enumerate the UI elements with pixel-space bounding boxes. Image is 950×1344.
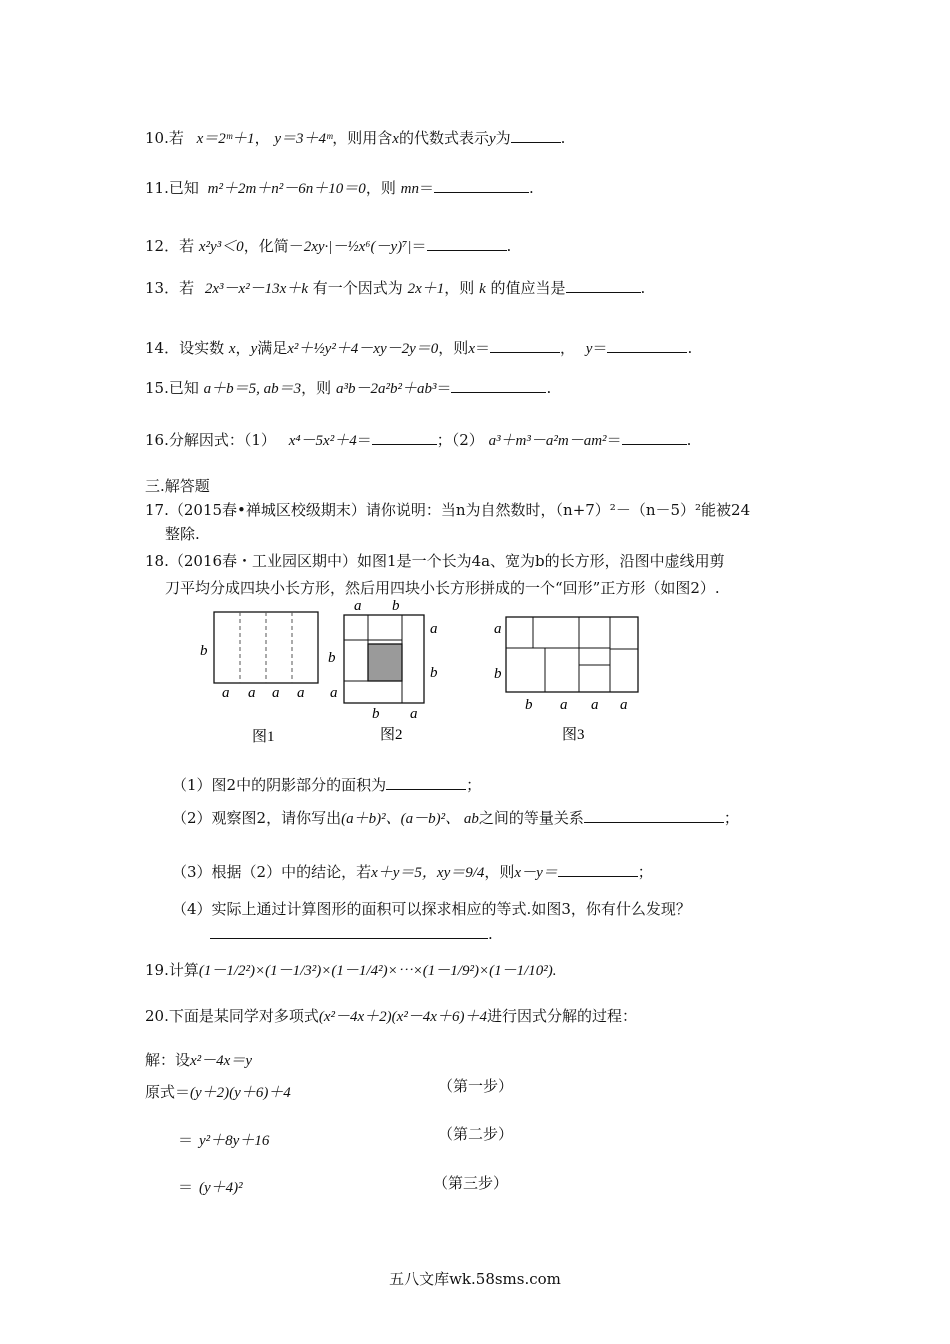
question-14 <box>145 338 692 359</box>
question-17-line1: 17.（2015春•禅城区校级期末）请你说明：当n为自然数时，（n+7）²－（n－5）²能被24 <box>145 501 751 519</box>
fig2-top-label: a <box>354 598 362 614</box>
q14-math-y: y <box>250 341 258 357</box>
q11-end: . <box>528 179 534 197</box>
q10-lead: 10.若 <box>145 129 184 147</box>
q13-text2: ，则 <box>444 279 475 297</box>
q12-lead: 12．若 <box>145 237 195 255</box>
q13-text3: 的值应当是 <box>490 279 566 297</box>
q18-part1-text: （1）图2中的阴影部分的面积为 <box>172 776 387 794</box>
fig2-left-label: a <box>330 685 338 701</box>
figure-1 <box>200 612 318 745</box>
question-18-line2: 刀平均分成四块小长方形，然后用四块小长方形拼成的一个“回形”正方形（如图2）. <box>165 579 720 597</box>
q11-equals: ＝ <box>418 179 434 197</box>
q16-equals1: ＝ <box>356 431 372 449</box>
q16-end: . <box>686 431 692 449</box>
q18-part4: （4）实际上通过计算图形的面积可以探求相应的等式.如图3，你有什么发现？ <box>172 900 691 918</box>
q18-part3-math-target: x－y＝ <box>514 865 558 881</box>
q12-math-condition: x²y³＜0 <box>198 239 244 255</box>
q14-lead: 14．设实数 <box>145 339 225 357</box>
fig3-bottom-label: b <box>525 697 533 713</box>
q13-answer-blank[interactable] <box>566 278 641 293</box>
fig3-bottom-label: a <box>560 697 568 713</box>
q12-text: ，化简－ <box>243 237 304 255</box>
q10-math-x: x＝2ᵐ＋1 <box>196 131 255 147</box>
q14-equals-y: ＝ <box>592 339 608 357</box>
fig2-bottom-label: b <box>372 706 380 722</box>
q16-text2: ；（2） <box>436 431 484 449</box>
question-19 <box>145 960 557 981</box>
q14-math-x-answer: x <box>468 341 475 357</box>
q18-part1-end: ； <box>466 776 482 794</box>
q15-math-expression: a³b－2a²b²＋ab³ <box>335 381 437 397</box>
q14-math-equation: x²＋½y²＋4－xy－2y＝0 <box>287 341 439 357</box>
q10-answer-blank[interactable] <box>511 128 561 143</box>
q14-sep2: ， <box>560 339 576 357</box>
question-16 <box>145 430 691 451</box>
q10-math-y: y＝3＋4ᵐ <box>274 131 333 147</box>
q16-answer-blank-1[interactable] <box>372 430 437 445</box>
q10-sep: ， <box>254 129 270 147</box>
q10-text: ，则用含 <box>332 129 393 147</box>
q10-math-var-x: x <box>392 131 399 147</box>
solution-step-3 <box>178 1177 243 1198</box>
fig1-bottom-label: a <box>248 685 256 701</box>
q15-math-given: a＋b＝5, ab＝3 <box>203 381 302 397</box>
q16-equals2: ＝ <box>606 431 622 449</box>
q10-end: . <box>560 129 566 147</box>
solution-substitution: x²－4x＝y <box>190 1053 252 1069</box>
question-10 <box>145 128 565 149</box>
fig2-caption: 图2 <box>380 727 403 743</box>
solution-step-3-note: （第三步） <box>433 1174 509 1192</box>
solution-step-2-note: （第二步） <box>438 1125 514 1143</box>
q18-part4-answer <box>210 924 493 944</box>
q14-sep: ， <box>235 339 251 357</box>
solution-step-2 <box>178 1130 269 1151</box>
q11-lead: 11.已知 <box>145 179 199 197</box>
q14-equals-x: ＝ <box>474 339 490 357</box>
q10-text3: 为 <box>495 129 511 147</box>
q20-lead: 20.下面是某同学对多项式 <box>145 1007 319 1025</box>
q18-part2 <box>172 808 739 829</box>
q14-text2: ，则 <box>438 339 469 357</box>
q13-math-k: k <box>479 281 486 297</box>
figure-3 <box>494 617 638 743</box>
solution-step-1-note: （第一步） <box>438 1077 514 1095</box>
fig1-bottom-label: a <box>297 685 305 701</box>
fig2-right-label: b <box>430 665 438 681</box>
fig1-bottom-label: a <box>272 685 280 701</box>
q13-lead: 13．若 <box>145 279 195 297</box>
q16-lead: 16.分解因式：（1） <box>145 431 276 449</box>
q18-part1-answer-blank[interactable] <box>386 775 466 790</box>
q18-part3-end: ； <box>637 863 653 881</box>
q18-part2-text: （2）观察图2，请你写出 <box>172 809 342 827</box>
solution-step3-math: (y＋4)² <box>199 1180 243 1196</box>
q18-part4-end: . <box>488 925 493 943</box>
q14-end: . <box>687 339 693 357</box>
question-20 <box>145 1006 637 1027</box>
solution-step-1 <box>145 1082 291 1103</box>
question-18-line1: 18.（2016春・工业园区期中）如图1是一个长为4a、宽为b的长方形，沿图中虚线用剪 <box>145 552 725 570</box>
fig2-left-label: b <box>328 650 336 666</box>
fig1-caption: 图1 <box>252 729 275 745</box>
q15-text: ，则 <box>301 379 332 397</box>
q13-end: . <box>640 279 646 297</box>
question-17-line2: 整除. <box>165 525 200 543</box>
q14-math-y-answer: y <box>585 341 593 357</box>
q16-math-part1: x⁴－5x²＋4 <box>288 433 357 449</box>
q10-math-var-y: y <box>488 131 496 147</box>
fig1-bottom-label: a <box>222 685 230 701</box>
q12-answer-blank[interactable] <box>427 236 507 251</box>
fig3-left-label: b <box>494 666 502 682</box>
q16-answer-blank-2[interactable] <box>622 430 687 445</box>
solution-step3-equals: ＝ <box>178 1178 194 1196</box>
q12-end: . <box>506 237 512 255</box>
question-11 <box>145 178 534 199</box>
q16-math-part2: a³＋m³－a²m－am² <box>488 433 607 449</box>
solution-set-text: 解：设 <box>145 1051 191 1069</box>
figures-svg <box>0 596 950 756</box>
footer-watermark: 五八文库wk.58sms.com <box>389 1270 561 1288</box>
figure-2 <box>328 598 438 743</box>
q11-math-mn: mn <box>400 181 419 197</box>
solution-setup <box>145 1050 252 1071</box>
q12-equals: ＝ <box>411 237 427 255</box>
fig3-bottom-label: a <box>620 697 628 713</box>
q19-lead: 19.计算 <box>145 961 199 979</box>
q13-text: 有一个因式为 <box>312 279 403 297</box>
fig1-side-label: b <box>200 643 208 659</box>
fig2-bottom-label: a <box>410 706 418 722</box>
q15-lead: 15.已知 <box>145 379 199 397</box>
q11-math-equation: m²＋2m＋n²－6n＋10＝0 <box>207 181 366 197</box>
q18-part2-text2: 之间的等量关系 <box>478 809 584 827</box>
q18-part2-end: ； <box>723 809 739 827</box>
q18-part3-text2: ，则 <box>484 863 515 881</box>
question-15 <box>145 378 551 399</box>
q13-math-factor: 2x＋1 <box>407 281 445 297</box>
q14-math-x: x <box>228 341 236 357</box>
q14-answer-blank-y[interactable] <box>607 338 687 353</box>
q10-text2: 的代数式表示 <box>398 129 489 147</box>
fig3-bottom-label: a <box>591 697 599 713</box>
q14-answer-blank-x[interactable] <box>490 338 560 353</box>
q15-equals: ＝ <box>436 379 452 397</box>
solution-step1-prefix: 原式＝ <box>145 1083 191 1101</box>
q20-text: 进行因式分解的过程： <box>486 1007 637 1025</box>
fig3-caption: 图3 <box>562 727 585 743</box>
q15-answer-blank[interactable] <box>451 378 546 393</box>
q20-math-polynomial: (x²－4x＋2)(x²－4x＋6)＋4 <box>318 1009 487 1025</box>
q18-part2-math: (a＋b)²、(a－b)²、 ab <box>341 811 479 827</box>
section-heading-3: 三.解答题 <box>145 477 210 495</box>
question-12 <box>145 236 511 257</box>
q18-part3-answer-blank[interactable] <box>558 862 638 877</box>
question-13 <box>145 278 645 299</box>
fig2-right-label: a <box>430 621 438 637</box>
q18-part2-answer-blank[interactable] <box>584 808 724 823</box>
q18-part3 <box>172 862 653 883</box>
q19-math-product: (1－1/2²)×(1－1/3²)×(1－1/4²)×⋯×(1－1/9²)×(1－1/10²). <box>198 963 557 979</box>
q13-math-polynomial: 2x³－x²－13x＋k <box>204 281 309 297</box>
q18-part3-math-given: x＋y＝5，xy＝9/4 <box>371 865 485 881</box>
q18-part3-text: （3）根据（2）中的结论，若 <box>172 863 372 881</box>
solution-step2-equals: ＝ <box>178 1131 194 1149</box>
solution-step1-math: (y＋2)(y＋6)＋4 <box>190 1085 291 1101</box>
q18-part4-answer-blank[interactable] <box>210 924 488 939</box>
q14-text: 满足 <box>257 339 288 357</box>
q11-text: ，则 <box>365 179 396 197</box>
fig2-top-label: b <box>392 598 400 614</box>
fig3-left-label: a <box>494 621 502 637</box>
solution-step2-math: y²＋8y＋16 <box>199 1133 270 1149</box>
q18-part1 <box>172 775 481 795</box>
q11-answer-blank[interactable] <box>434 178 529 193</box>
q15-end: . <box>546 379 552 397</box>
q12-math-expression: 2xy·|－½x⁶(－y)⁷| <box>303 239 412 255</box>
